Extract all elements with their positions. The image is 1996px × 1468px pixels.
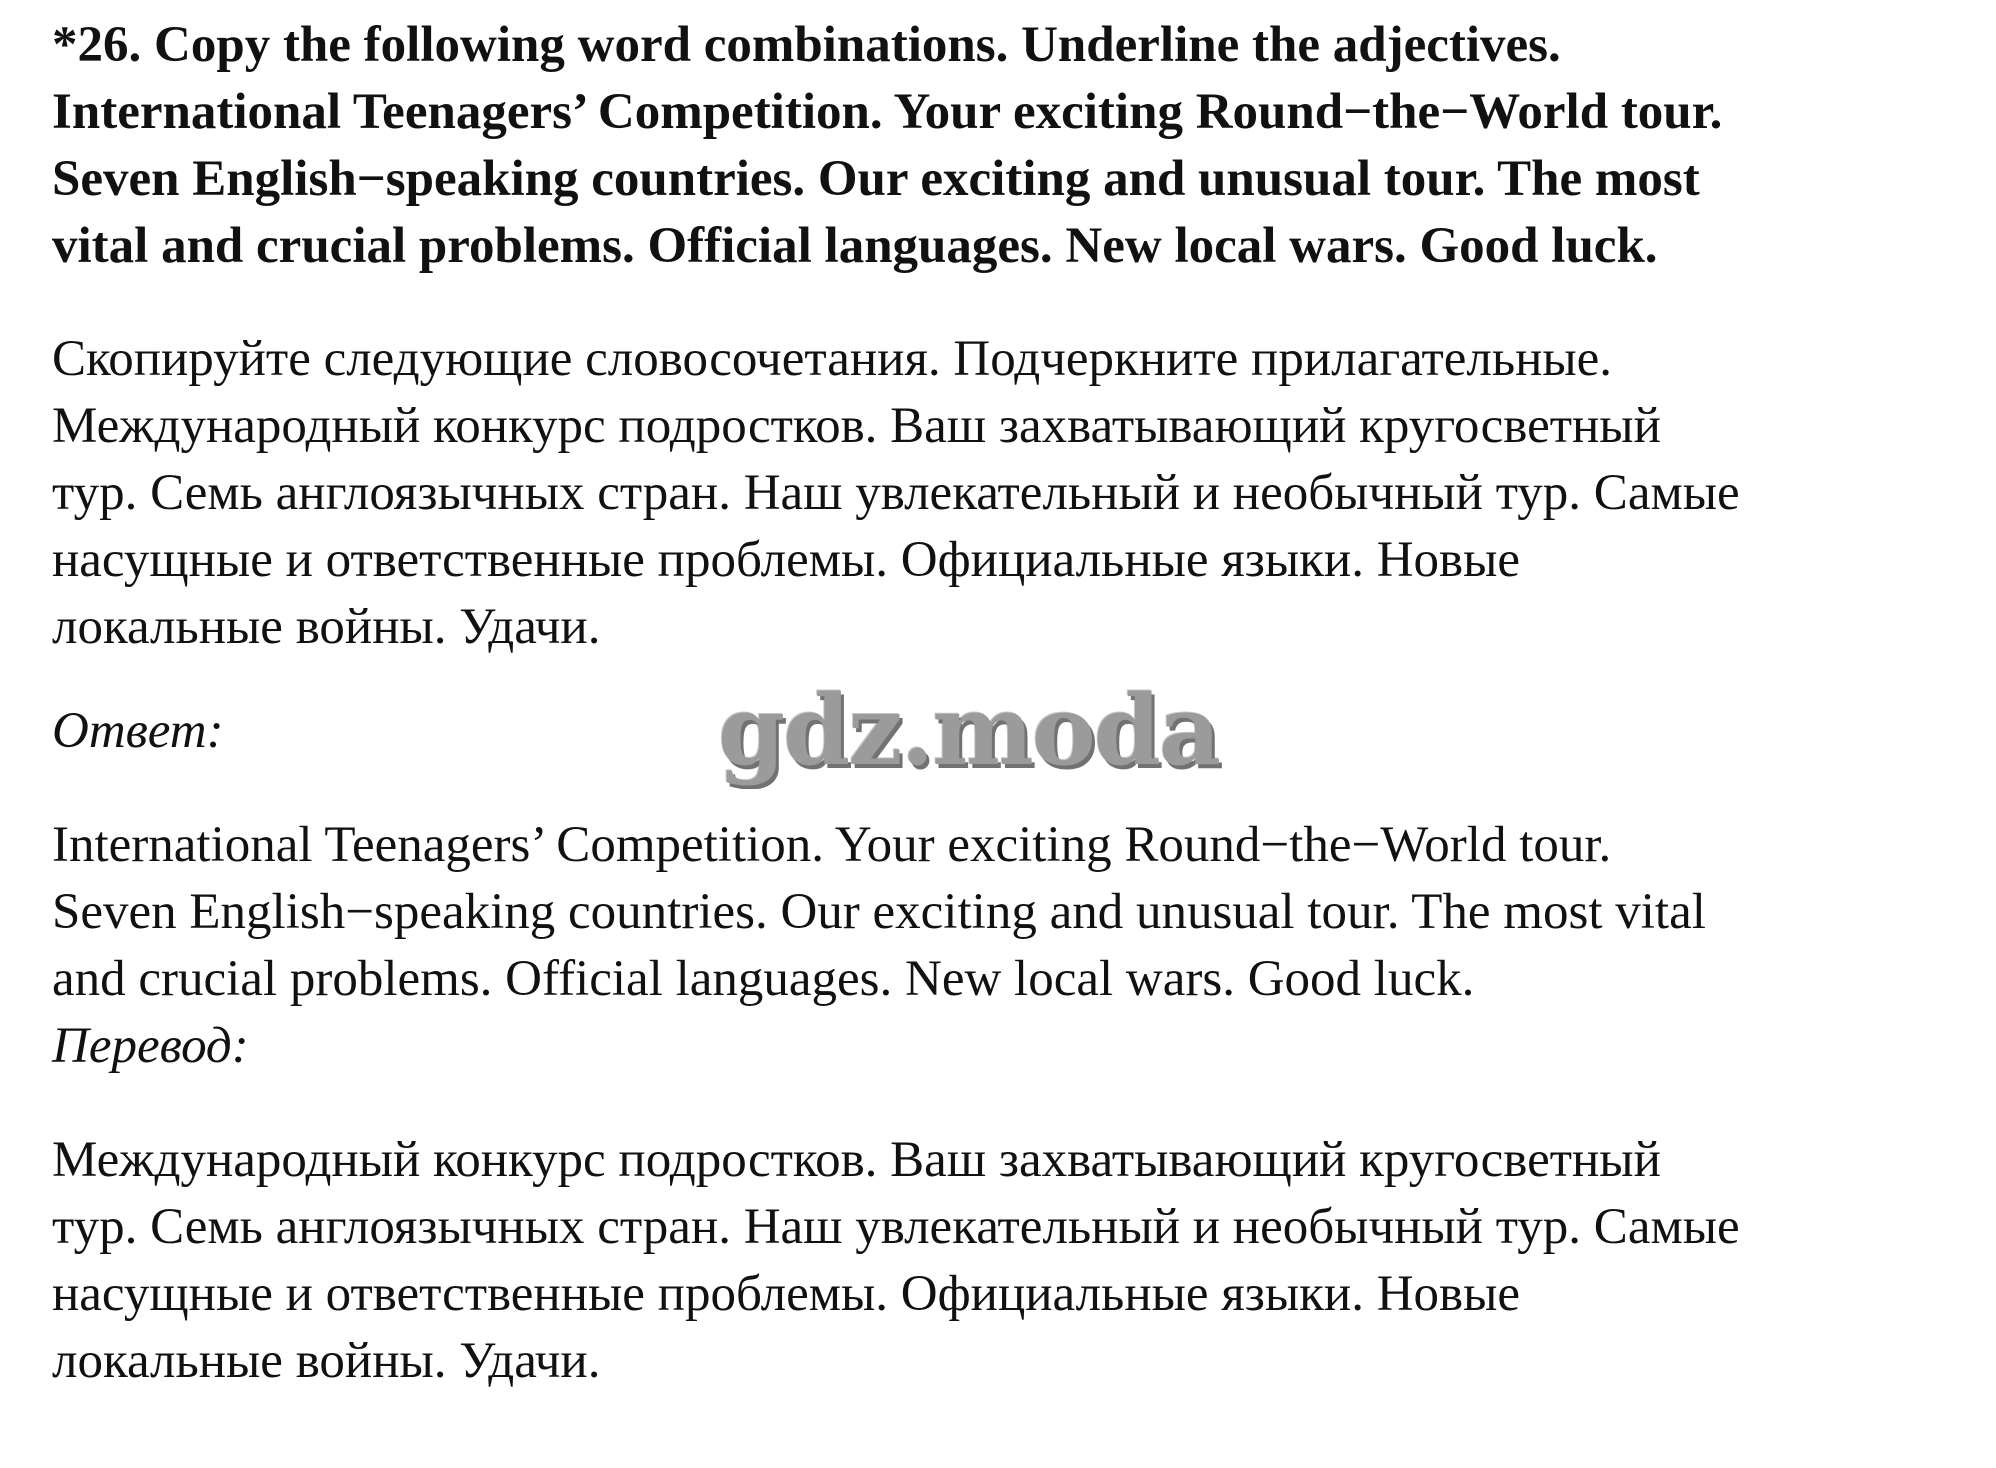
instruction-line: тур. Семь англоязычных стран. Наш увлекательный и необычный тур. Самые xyxy=(52,465,1740,521)
answer-label: Ответ: xyxy=(52,703,224,759)
answer-text xyxy=(52,812,1982,1013)
instruction-line: локальные войны. Удачи. xyxy=(52,599,601,655)
task-title xyxy=(52,12,1982,280)
translation-line: локальные войны. Удачи. xyxy=(52,1333,601,1389)
watermark-logo: gdz.moda xyxy=(718,674,1220,787)
translation-line: тур. Семь англоязычных стран. Наш увлекательный и необычный тур. Самые xyxy=(52,1199,1740,1255)
instruction-russian xyxy=(52,326,1982,661)
translation-label: Перевод: xyxy=(52,1018,249,1074)
answer-line: International Teenagers’ Competition. Your exciting Round−the−World tour. xyxy=(52,817,1612,873)
task-title-line: International Teenagers’ Competition. Your exciting Round−the−World tour. xyxy=(52,84,1723,140)
answer-line: Seven English−speaking countries. Our exciting and unusual tour. The most vital xyxy=(52,884,1706,940)
answer-label-row xyxy=(52,674,1982,787)
answer-line: and crucial problems. Official languages. New local wars. Good luck. xyxy=(52,951,1475,1007)
document-page xyxy=(52,12,1982,1395)
instruction-line: Скопируйте следующие словосочетания. Подчеркните прилагательные. xyxy=(52,331,1613,387)
task-title-line: *26. Copy the following word combinations. Underline the adjectives. xyxy=(52,17,1561,73)
translation-line: насущные и ответственные проблемы. Официальные языки. Новые xyxy=(52,1266,1521,1322)
instruction-line: Международный конкурс подростков. Ваш захватывающий кругосветный xyxy=(52,398,1661,454)
translation-line: Международный конкурс подростков. Ваш захватывающий кругосветный xyxy=(52,1132,1661,1188)
instruction-line: насущные и ответственные проблемы. Официальные языки. Новые xyxy=(52,532,1521,588)
task-title-line: vital and crucial problems. Official languages. New local wars. Good luck. xyxy=(52,218,1658,274)
translation-text xyxy=(52,1127,1982,1395)
task-title-line: Seven English−speaking countries. Our exciting and unusual tour. The most xyxy=(52,151,1700,207)
